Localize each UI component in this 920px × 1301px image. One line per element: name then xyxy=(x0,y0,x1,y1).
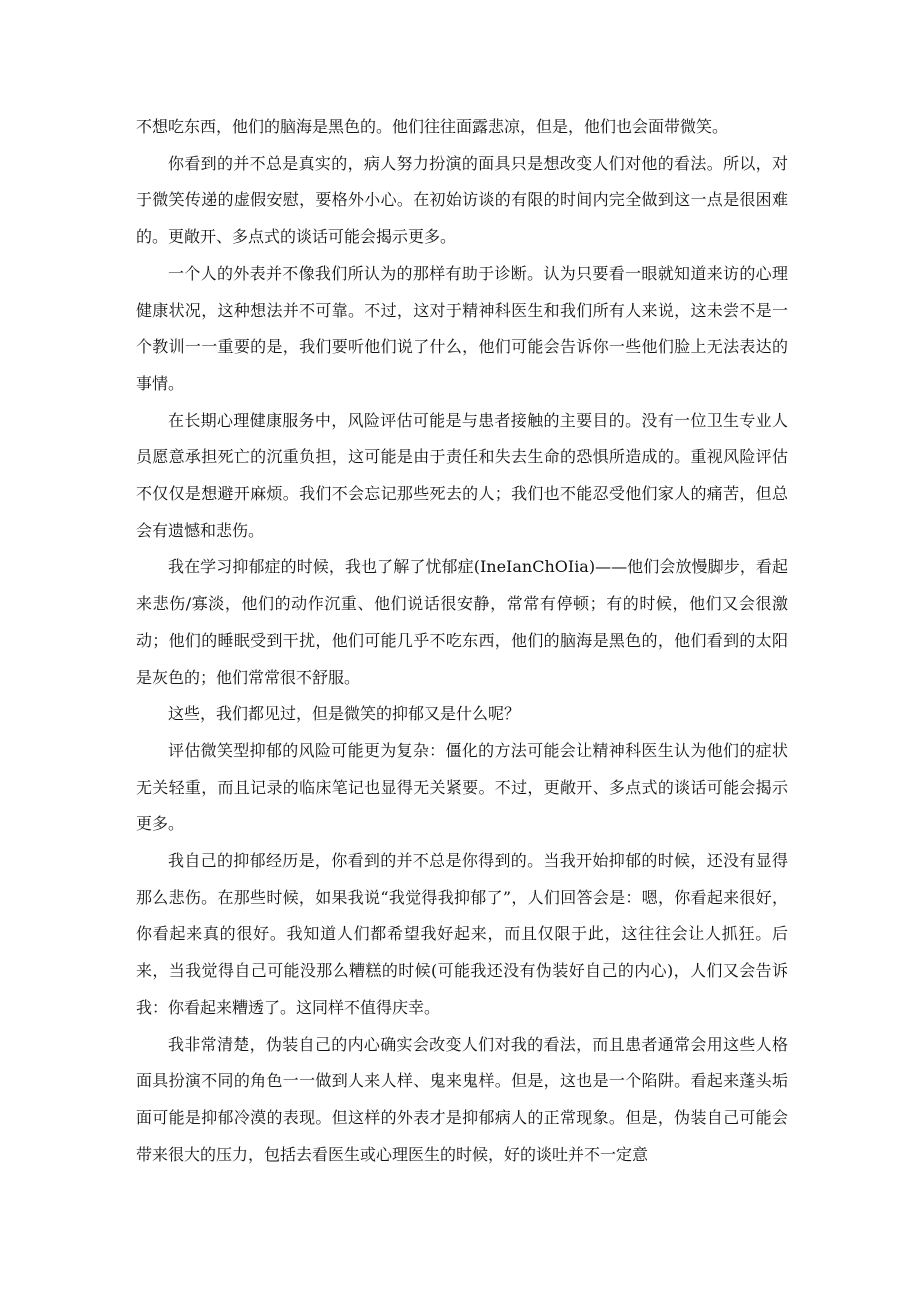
paragraph: 你看到的并不总是真实的，病人努力扮演的面具只是想改变人们对他的看法。所以，对于微笑传递的虚假安慰，要格外小心。在初始访谈的有限的时间内完全做到这一点是很困难的。更敞开、多点式的谈话可能会揭示更多。 xyxy=(136,153,788,247)
paragraph: 我非常清楚，伪装自己的内心确实会改变人们对我的看法，而且患者通常会用这些人格面具扮演不同的角色一一做到人来人样、鬼来鬼样。但是，这也是一个陷阱。看起来蓬头垢面可能是抑郁冷漠的表现。但这样的外表才是抑郁病人的正常现象。但是，伪装自己可能会带来很大的压力，包括去看医生或心理医生的时候，好的谈吐并不一定意 xyxy=(136,1034,788,1164)
document-page xyxy=(136,109,788,1173)
paragraph: 我自己的抑郁经历是，你看到的并不总是你得到的。当我开始抑郁的时候，还没有显得那么悲伤。在那些时候，如果我说“我觉得我抑郁了”，人们回答会是：嗯，你看起来很好，你看起来真的很好。我知道人们都希望我好起来，而且仅限于此，这往往会让人抓狂。后来，当我觉得自己可能没那么糟糕的时候(可能我还没有伪装好自己的内心)，人们又会告诉我：你看起来糟透了。这同样不值得庆幸。 xyxy=(136,851,788,1017)
paragraph: 在长期心理健康服务中，风险评估可能是与患者接触的主要目的。没有一位卫生专业人员愿意承担死亡的沉重负担，这可能是由于责任和失去生命的恐惧所造成的。重视风险评估不仅仅是想避开麻烦。我们不会忘记那些死去的人；我们也不能忍受他们家人的痛苦，但总会有遗憾和悲伤。 xyxy=(136,410,788,540)
paragraph: 评估微笑型抑郁的风险可能更为复杂：僵化的方法可能会让精神科医生认为他们的症状无关轻重，而且记录的临床笔记也显得无关紧要。不过，更敞开、多点式的谈话可能会揭示更多。 xyxy=(136,740,788,834)
paragraph: 这些，我们都见过，但是微笑的抑郁又是什么呢？ xyxy=(168,704,521,724)
paragraph: 一个人的外表并不像我们所认为的那样有助于诊断。认为只要看一眼就知道来访的心理健康状况，这种想法并不可靠。不过，这对于精神科医生和我们所有人来说，这未尝不是一个教训一一重要的是，我们要听他们说了什么，他们可能会告诉你一些他们脸上无法表达的事情。 xyxy=(136,263,788,393)
paragraph: 我在学习抑郁症的时候，我也了解了忧郁症(IneIanChOIia)——他们会放慢脚步，看起来悲伤/寡淡，他们的动作沉重、他们说话很安静，常常有停顿；有的时候，他们又会很激动；他们的睡眠受到干扰，他们可能几乎不吃东西，他们的脑海是黑色的，他们看到的太阳是灰色的；他们常常很不舒服。 xyxy=(136,557,788,687)
paragraph-continuation: 不想吃东西，他们的脑海是黑色的。他们往往面露悲凉，但是，他们也会面带微笑。 xyxy=(136,117,729,136)
